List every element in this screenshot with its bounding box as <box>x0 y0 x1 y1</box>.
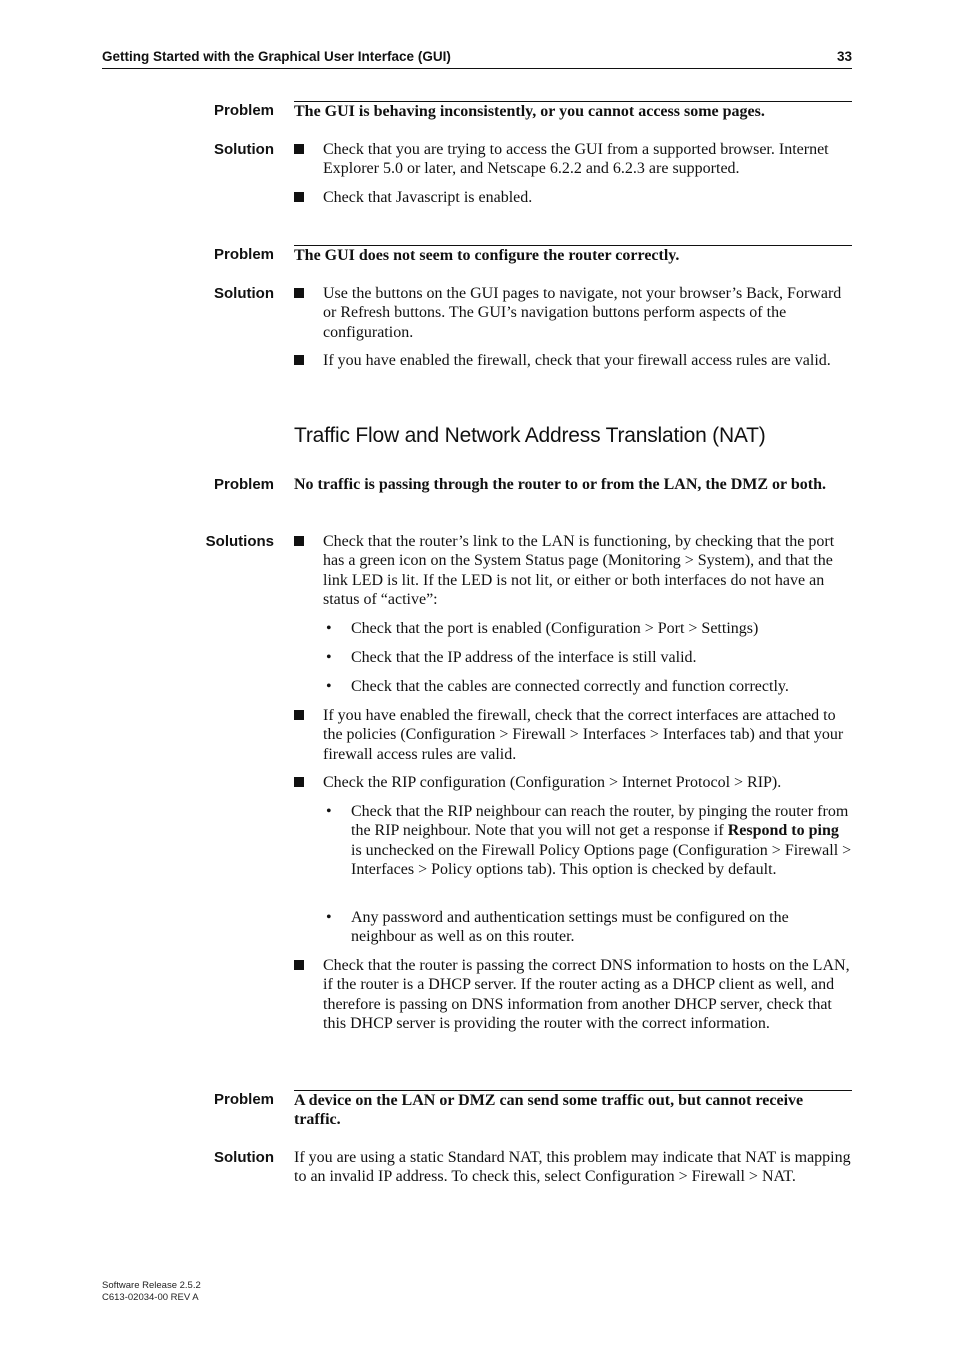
sub-bullet-text: Check that the RIP neighbour can reach the router, by pinging the router from the RIP neighbour. Note that you will not get a response if Respond to ping is unchecked on the Firewall Policy Options page (Configuration > Firewall > Interfaces > Policy options tab). This option is checked by default. <box>351 803 852 878</box>
section-heading: Traffic Flow and Network Address Translation (NAT) <box>294 424 766 447</box>
solution-label: Solution <box>214 285 274 302</box>
square-bullet-icon <box>294 351 306 363</box>
solution-label: Solution <box>214 141 274 158</box>
square-bullet-icon <box>294 532 306 544</box>
round-bullet-icon: • <box>326 803 332 820</box>
problem-label: Problem <box>213 1091 274 1108</box>
sub-bullet-text: Check that the cables are connected correctly and function correctly. <box>351 678 789 695</box>
bullet-text: If you have enabled the firewall, check that the correct interfaces are attached to the policies (Configuration > Firewall > Interfaces > Interfaces tab) and that your firewall access rules are valid. <box>323 707 844 763</box>
solutions-label: Solutions <box>205 533 274 550</box>
bullet-text: If you have enabled the firewall, check that your firewall access rules are valid. <box>323 352 831 369</box>
running-header <box>102 48 852 69</box>
bullet-text: Check that you are trying to access the GUI from a supported browser. Internet Explorer 5.0 or later, and Netscape 6.2.2 and 6.2.3 are supported. <box>323 141 829 178</box>
problem-label: Problem <box>213 102 274 119</box>
square-bullet-icon <box>294 773 306 785</box>
sub-bullet-text: Any password and authentication settings must be configured on the neighbour as well as on this router. <box>351 909 789 946</box>
problem-text: No traffic is passing through the router to or from the LAN, the DMZ or both. <box>294 476 826 493</box>
problem-label: Problem <box>213 476 274 493</box>
square-bullet-icon <box>294 706 306 718</box>
bullet-text: Check that the router is passing the correct DNS information to hosts on the LAN, if the router is a DHCP server. If the router acting as a DHCP client as well, and therefore is passing on DNS information from another DHCP server, check that this DHCP server is providing the router with the correct information. <box>323 957 850 1032</box>
square-bullet-icon <box>294 284 306 296</box>
problem-label: Problem <box>213 246 274 263</box>
bullet-text: Check that Javascript is enabled. <box>323 189 533 206</box>
bullet-text: Use the buttons on the GUI pages to navigate, not your browser’s Back, Forward or Refresh buttons. The GUI’s navigation buttons perform aspects of the configuration. <box>323 285 842 341</box>
problem-text: The GUI does not seem to configure the router correctly. <box>294 245 852 265</box>
solution-text: If you are using a static Standard NAT, this problem may indicate that NAT is mapping to an invalid IP address. To check this, select Configuration > Firewall > NAT. <box>294 1149 851 1186</box>
square-bullet-icon <box>294 188 306 200</box>
round-bullet-icon: • <box>326 620 332 637</box>
problem-text: The GUI is behaving inconsistently, or you cannot access some pages. <box>294 101 852 121</box>
footer-doc-number: C613-02034-00 REV A <box>102 1292 199 1303</box>
page-number: 33 <box>836 49 852 64</box>
footer-release: Software Release 2.5.2 <box>102 1280 201 1291</box>
page-footer <box>102 1280 201 1304</box>
header-title: Getting Started with the Graphical User Interface (GUI) <box>102 49 451 64</box>
round-bullet-icon: • <box>326 678 332 695</box>
problem-text: A device on the LAN or DMZ can send some traffic out, but cannot receive traffic. <box>294 1090 852 1130</box>
respond-to-ping-term: Respond to ping <box>727 822 839 840</box>
square-bullet-icon <box>294 956 306 968</box>
bullet-text: Check that the router’s link to the LAN is functioning, by checking that the port has a green icon on the System Status page (Monitoring > System), and that the link LED is lit. If the LED is not lit, or either or both interfaces do not have an status of “active”: <box>323 533 835 608</box>
sub-bullet-text: Check that the port is enabled (Configuration > Port > Settings) <box>351 620 759 637</box>
solution-label: Solution <box>214 1149 274 1166</box>
round-bullet-icon: • <box>326 649 332 666</box>
bullet-text: Check the RIP configuration (Configuration > Internet Protocol > RIP). <box>323 774 782 791</box>
sub-bullet-text: Check that the IP address of the interface is still valid. <box>351 649 697 666</box>
round-bullet-icon: • <box>326 909 332 926</box>
square-bullet-icon <box>294 140 306 152</box>
